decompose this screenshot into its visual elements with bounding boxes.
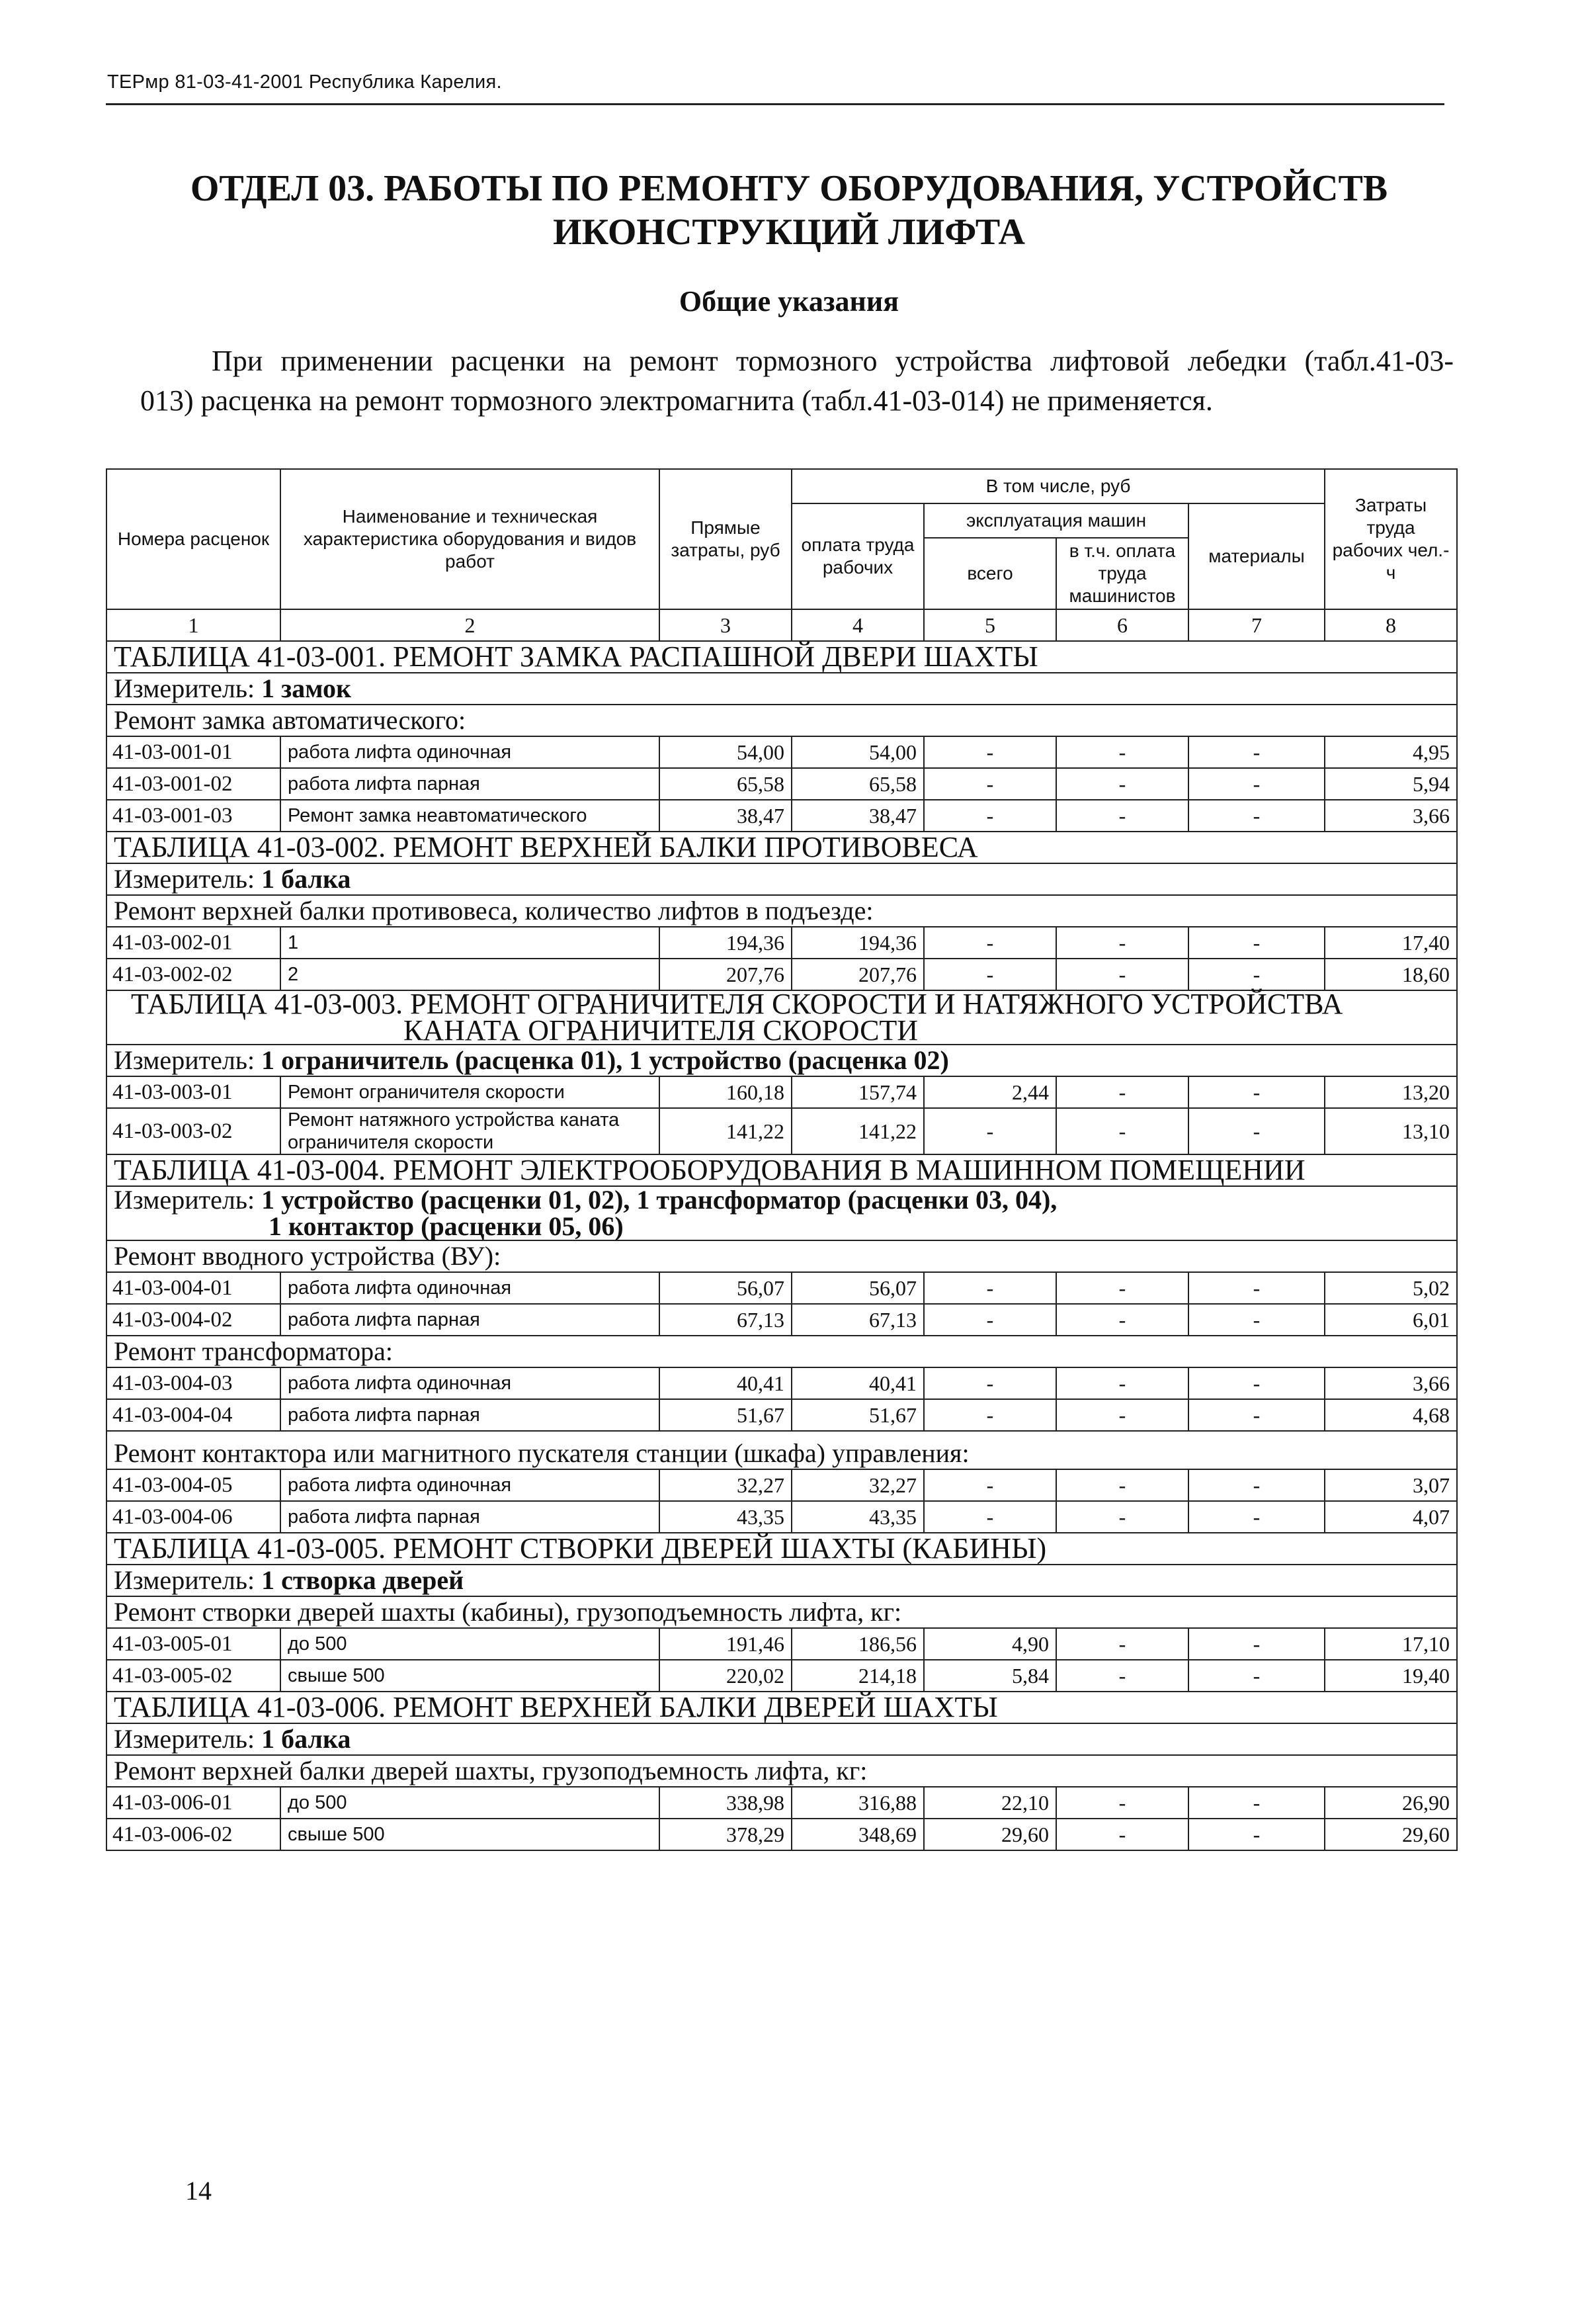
direct-cost: 65,58	[659, 768, 792, 800]
direct-cost: 67,13	[659, 1304, 792, 1336]
column-number: 6	[1056, 609, 1188, 641]
measure	[106, 863, 1457, 895]
general-instructions-heading: Общие указания	[679, 285, 899, 318]
rate-code: 41-03-003-02	[106, 1108, 280, 1154]
machinists-pay: -	[1056, 1076, 1188, 1108]
machines-total: 2,44	[924, 1076, 1056, 1108]
direct-cost: 32,27	[659, 1469, 792, 1501]
labor-hours: 13,10	[1325, 1108, 1457, 1154]
group-subheading: Ремонт верхней балки противовеса, количество лифтов в подъезде:	[106, 895, 1457, 927]
rate-code: 41-03-006-01	[106, 1787, 280, 1819]
table-41-03-005	[106, 1533, 1457, 1692]
work-name: 1	[280, 927, 659, 959]
work-name: до 500	[280, 1787, 659, 1819]
machines-total: -	[924, 1469, 1056, 1501]
table-row	[106, 1367, 1457, 1399]
labor-pay: 141,22	[792, 1108, 924, 1154]
measure-value: 1 балка	[261, 864, 351, 894]
direct-cost: 194,36	[659, 927, 792, 959]
measure	[106, 1723, 1457, 1755]
labor-pay: 38,47	[792, 800, 924, 832]
column-number: 3	[659, 609, 792, 641]
labor-pay: 67,13	[792, 1304, 924, 1336]
machines-total: -	[924, 1399, 1056, 1431]
group-subheading: Ремонт вводного устройства (ВУ):	[106, 1240, 1457, 1272]
materials: -	[1188, 959, 1325, 990]
table-title: ТАБЛИЦА 41-03-002. РЕМОНТ ВЕРХНЕЙ БАЛКИ ПРОТИВОВЕСА	[106, 832, 1457, 863]
work-name: работа лифта парная	[280, 1304, 659, 1336]
materials: -	[1188, 1304, 1325, 1336]
work-name: работа лифта парная	[280, 768, 659, 800]
labor-pay: 214,18	[792, 1660, 924, 1692]
materials: -	[1188, 1108, 1325, 1154]
machines-total: 4,90	[924, 1628, 1056, 1660]
measure-value-line2: 1 контактор (расценки 05, 06)	[269, 1211, 624, 1241]
rate-code: 41-03-003-01	[106, 1076, 280, 1108]
materials: -	[1188, 1787, 1325, 1819]
rate-code: 41-03-004-03	[106, 1367, 280, 1399]
machinists-pay: -	[1056, 1628, 1188, 1660]
table-row	[106, 927, 1457, 959]
measure-value: 1 створка дверей	[261, 1565, 464, 1595]
section-title	[106, 167, 1472, 254]
table-41-03-001	[106, 641, 1457, 832]
work-name: работа лифта парная	[280, 1399, 659, 1431]
section-title-line1: ОТДЕЛ 03. РАБОТЫ ПО РЕМОНТУ ОБОРУДОВАНИЯ, УСТРОЙСТВ	[190, 168, 1388, 209]
measure	[106, 1186, 1457, 1240]
rate-code: 41-03-005-01	[106, 1628, 280, 1660]
column-number: 5	[924, 609, 1056, 641]
machinists-pay: -	[1056, 1108, 1188, 1154]
labor-hours: 4,95	[1325, 736, 1457, 768]
running-title: ТЕРмр 81-03-41-2001 Республика Карелия.	[107, 71, 502, 93]
machinists-pay: -	[1056, 1469, 1188, 1501]
direct-cost: 51,67	[659, 1399, 792, 1431]
rate-code: 41-03-001-01	[106, 736, 280, 768]
table-row	[106, 1501, 1457, 1533]
materials: -	[1188, 1819, 1325, 1850]
table-row	[106, 1469, 1457, 1501]
direct-cost: 338,98	[659, 1787, 792, 1819]
machinists-pay: -	[1056, 1367, 1188, 1399]
materials: -	[1188, 1501, 1325, 1533]
table-row	[106, 1819, 1457, 1850]
direct-cost: 40,41	[659, 1367, 792, 1399]
machinists-pay: -	[1056, 1787, 1188, 1819]
rate-code: 41-03-002-01	[106, 927, 280, 959]
table-title: ТАБЛИЦА 41-03-004. РЕМОНТ ЭЛЕКТРООБОРУДОВАНИЯ В МАШИННОМ ПОМЕЩЕНИИ	[106, 1154, 1457, 1186]
machinists-pay: -	[1056, 927, 1188, 959]
rates-table	[106, 468, 1458, 1851]
machines-total: -	[924, 800, 1056, 832]
measure	[106, 673, 1457, 705]
work-name: работа лифта парная	[280, 1501, 659, 1533]
materials: -	[1188, 800, 1325, 832]
rate-code: 41-03-004-04	[106, 1399, 280, 1431]
table-41-03-002	[106, 832, 1457, 990]
table-row	[106, 1787, 1457, 1819]
labor-pay: 40,41	[792, 1367, 924, 1399]
labor-pay: 32,27	[792, 1469, 924, 1501]
labor-pay: 54,00	[792, 736, 924, 768]
general-text-line1: При применении расценки на ремонт тормозного устройства лифтовой лебедки (табл.41-03-	[212, 345, 1454, 377]
measure-label: Измеритель:	[114, 1185, 262, 1215]
labor-hours: 13,20	[1325, 1076, 1457, 1108]
table-title	[106, 990, 1457, 1045]
machinists-pay: -	[1056, 1304, 1188, 1336]
materials: -	[1188, 1660, 1325, 1692]
table-row	[106, 1628, 1457, 1660]
direct-cost: 141,22	[659, 1108, 792, 1154]
machinists-pay: -	[1056, 1819, 1188, 1850]
direct-cost: 160,18	[659, 1076, 792, 1108]
work-name: Ремонт натяжного устройства каната ограничителя скорости	[280, 1108, 659, 1154]
measure	[106, 1045, 1457, 1076]
column-numbers-row	[106, 609, 1457, 641]
table-41-03-004	[106, 1154, 1457, 1533]
column-number: 4	[792, 609, 924, 641]
table-41-03-003	[106, 990, 1457, 1154]
col-header-direct: Прямые затраты, руб	[659, 469, 792, 609]
labor-pay: 194,36	[792, 927, 924, 959]
rate-code: 41-03-005-02	[106, 1660, 280, 1692]
labor-hours: 17,10	[1325, 1628, 1457, 1660]
direct-cost: 191,46	[659, 1628, 792, 1660]
group-subheading: Ремонт верхней балки дверей шахты, грузоподъемность лифта, кг:	[106, 1755, 1457, 1787]
work-name: работа лифта одиночная	[280, 736, 659, 768]
direct-cost: 38,47	[659, 800, 792, 832]
materials: -	[1188, 1469, 1325, 1501]
labor-hours: 18,60	[1325, 959, 1457, 990]
col-header-machines-total: всего	[924, 538, 1056, 609]
work-name: работа лифта одиночная	[280, 1367, 659, 1399]
table-row	[106, 1399, 1457, 1431]
direct-cost: 56,07	[659, 1272, 792, 1304]
measure-value: 1 ограничитель (расценка 01), 1 устройство (расценка 02)	[261, 1045, 949, 1075]
work-name: работа лифта одиночная	[280, 1469, 659, 1501]
labor-hours: 5,02	[1325, 1272, 1457, 1304]
page-number: 14	[185, 2176, 212, 2206]
measure-label: Измеритель:	[114, 1565, 262, 1595]
table-title-line2: КАНАТА ОГРАНИЧИТЕЛЯ СКОРОСТИ	[403, 1014, 919, 1047]
col-header-machinists-pay: в т.ч. оплата труда машинистов	[1056, 538, 1188, 609]
table-row	[106, 1108, 1457, 1154]
measure-label: Измеритель:	[114, 1045, 262, 1075]
table-row	[106, 1272, 1457, 1304]
labor-hours: 29,60	[1325, 1819, 1457, 1850]
labor-hours: 3,66	[1325, 1367, 1457, 1399]
rate-code: 41-03-004-06	[106, 1501, 280, 1533]
table-row	[106, 768, 1457, 800]
measure-value: 1 балка	[261, 1724, 351, 1754]
direct-cost: 207,76	[659, 959, 792, 990]
materials: -	[1188, 768, 1325, 800]
general-instructions-text	[140, 341, 1454, 421]
section-title-line2: ИКОНСТРУКЦИЙ ЛИФТА	[553, 212, 1025, 253]
labor-pay: 51,67	[792, 1399, 924, 1431]
labor-hours: 4,07	[1325, 1501, 1457, 1533]
col-header-machines: эксплуатация машин	[924, 503, 1188, 538]
col-header-labor-hours: Затраты труда рабочих чел.-ч	[1325, 469, 1457, 609]
column-number: 2	[280, 609, 659, 641]
labor-hours: 26,90	[1325, 1787, 1457, 1819]
materials: -	[1188, 1076, 1325, 1108]
machines-total: -	[924, 736, 1056, 768]
machinists-pay: -	[1056, 1272, 1188, 1304]
rate-code: 41-03-002-02	[106, 959, 280, 990]
column-number: 8	[1325, 609, 1457, 641]
labor-pay: 207,76	[792, 959, 924, 990]
table-row	[106, 959, 1457, 990]
table-row	[106, 736, 1457, 768]
table-row	[106, 1304, 1457, 1336]
machinists-pay: -	[1056, 736, 1188, 768]
table-row	[106, 1076, 1457, 1108]
labor-pay: 348,69	[792, 1819, 924, 1850]
work-name: свыше 500	[280, 1819, 659, 1850]
work-name: свыше 500	[280, 1660, 659, 1692]
machinists-pay: -	[1056, 800, 1188, 832]
machines-total: -	[924, 1304, 1056, 1336]
direct-cost: 54,00	[659, 736, 792, 768]
materials: -	[1188, 736, 1325, 768]
measure	[106, 1565, 1457, 1596]
col-header-materials: материалы	[1188, 503, 1325, 609]
materials: -	[1188, 1399, 1325, 1431]
table-row	[106, 800, 1457, 832]
labor-hours: 17,40	[1325, 927, 1457, 959]
machines-total: -	[924, 927, 1056, 959]
labor-hours: 5,94	[1325, 768, 1457, 800]
materials: -	[1188, 1272, 1325, 1304]
table-title: ТАБЛИЦА 41-03-005. РЕМОНТ СТВОРКИ ДВЕРЕЙ ШАХТЫ (КАБИНЫ)	[106, 1533, 1457, 1565]
labor-pay: 43,35	[792, 1501, 924, 1533]
general-text-line2: 013) расценка на ремонт тормозного электромагнита (табл.41-03-014) не применяется.	[140, 384, 1213, 417]
work-name: Ремонт замка неавтоматического	[280, 800, 659, 832]
labor-hours: 4,68	[1325, 1399, 1457, 1431]
measure-value: 1 устройство (расценки 01, 02), 1 трансформатор (расценки 03, 04),	[261, 1185, 1058, 1215]
direct-cost: 378,29	[659, 1819, 792, 1850]
col-header-labor-pay: оплата труда рабочих	[792, 503, 924, 609]
group-subheading: Ремонт контактора или магнитного пускателя станции (шкафа) управления:	[106, 1431, 1457, 1469]
group-subheading: Ремонт трансформатора:	[106, 1336, 1457, 1367]
table-row	[106, 1660, 1457, 1692]
column-number: 7	[1188, 609, 1325, 641]
machines-total: -	[924, 1272, 1056, 1304]
labor-pay: 157,74	[792, 1076, 924, 1108]
machinists-pay: -	[1056, 1501, 1188, 1533]
machines-total: -	[924, 1501, 1056, 1533]
rate-code: 41-03-004-02	[106, 1304, 280, 1336]
table-title-line1: ТАБЛИЦА 41-03-003. РЕМОНТ ОГРАНИЧИТЕЛЯ СКОРОСТИ И НАТЯЖНОГО УСТРОЙСТВА	[131, 988, 1343, 1020]
group-subheading: Ремонт створки дверей шахты (кабины), грузоподъемность лифта, кг:	[106, 1596, 1457, 1628]
labor-pay: 65,58	[792, 768, 924, 800]
rate-code: 41-03-004-05	[106, 1469, 280, 1501]
materials: -	[1188, 927, 1325, 959]
measure-label: Измеритель:	[114, 1724, 262, 1754]
labor-hours: 6,01	[1325, 1304, 1457, 1336]
machines-total: -	[924, 1367, 1056, 1399]
labor-pay: 186,56	[792, 1628, 924, 1660]
machines-total: 29,60	[924, 1819, 1056, 1850]
column-number: 1	[106, 609, 280, 641]
machines-total: 5,84	[924, 1660, 1056, 1692]
machines-total: -	[924, 959, 1056, 990]
rate-code: 41-03-004-01	[106, 1272, 280, 1304]
machines-total: -	[924, 1108, 1056, 1154]
materials: -	[1188, 1628, 1325, 1660]
work-name: Ремонт ограничителя скорости	[280, 1076, 659, 1108]
work-name: работа лифта одиночная	[280, 1272, 659, 1304]
machines-total: -	[924, 768, 1056, 800]
materials: -	[1188, 1367, 1325, 1399]
col-header-name: Наименование и техническая характеристика оборудования и видов работ	[280, 469, 659, 609]
rate-code: 41-03-006-02	[106, 1819, 280, 1850]
rate-code: 41-03-001-02	[106, 768, 280, 800]
table-41-03-006	[106, 1692, 1457, 1850]
work-name: до 500	[280, 1628, 659, 1660]
table-header	[106, 469, 1457, 641]
table-title: ТАБЛИЦА 41-03-006. РЕМОНТ ВЕРХНЕЙ БАЛКИ ДВЕРЕЙ ШАХТЫ	[106, 1692, 1457, 1723]
table-title: ТАБЛИЦА 41-03-001. РЕМОНТ ЗАМКА РАСПАШНОЙ ДВЕРИ ШАХТЫ	[106, 641, 1457, 673]
direct-cost: 220,02	[659, 1660, 792, 1692]
machines-total: 22,10	[924, 1787, 1056, 1819]
rate-code: 41-03-001-03	[106, 800, 280, 832]
col-header-incl: В том числе, руб	[792, 469, 1325, 503]
machinists-pay: -	[1056, 959, 1188, 990]
labor-hours: 3,07	[1325, 1469, 1457, 1501]
col-header-code: Номера расценок	[106, 469, 280, 609]
machinists-pay: -	[1056, 1660, 1188, 1692]
measure-value: 1 замок	[261, 673, 351, 703]
labor-hours: 19,40	[1325, 1660, 1457, 1692]
header-rule	[106, 103, 1444, 105]
group-subheading: Ремонт замка автоматического:	[106, 705, 1457, 736]
machinists-pay: -	[1056, 1399, 1188, 1431]
direct-cost: 43,35	[659, 1501, 792, 1533]
labor-pay: 316,88	[792, 1787, 924, 1819]
labor-hours: 3,66	[1325, 800, 1457, 832]
machinists-pay: -	[1056, 768, 1188, 800]
labor-pay: 56,07	[792, 1272, 924, 1304]
measure-label: Измеритель:	[114, 864, 262, 894]
work-name: 2	[280, 959, 659, 990]
measure-label: Измеритель:	[114, 673, 262, 703]
